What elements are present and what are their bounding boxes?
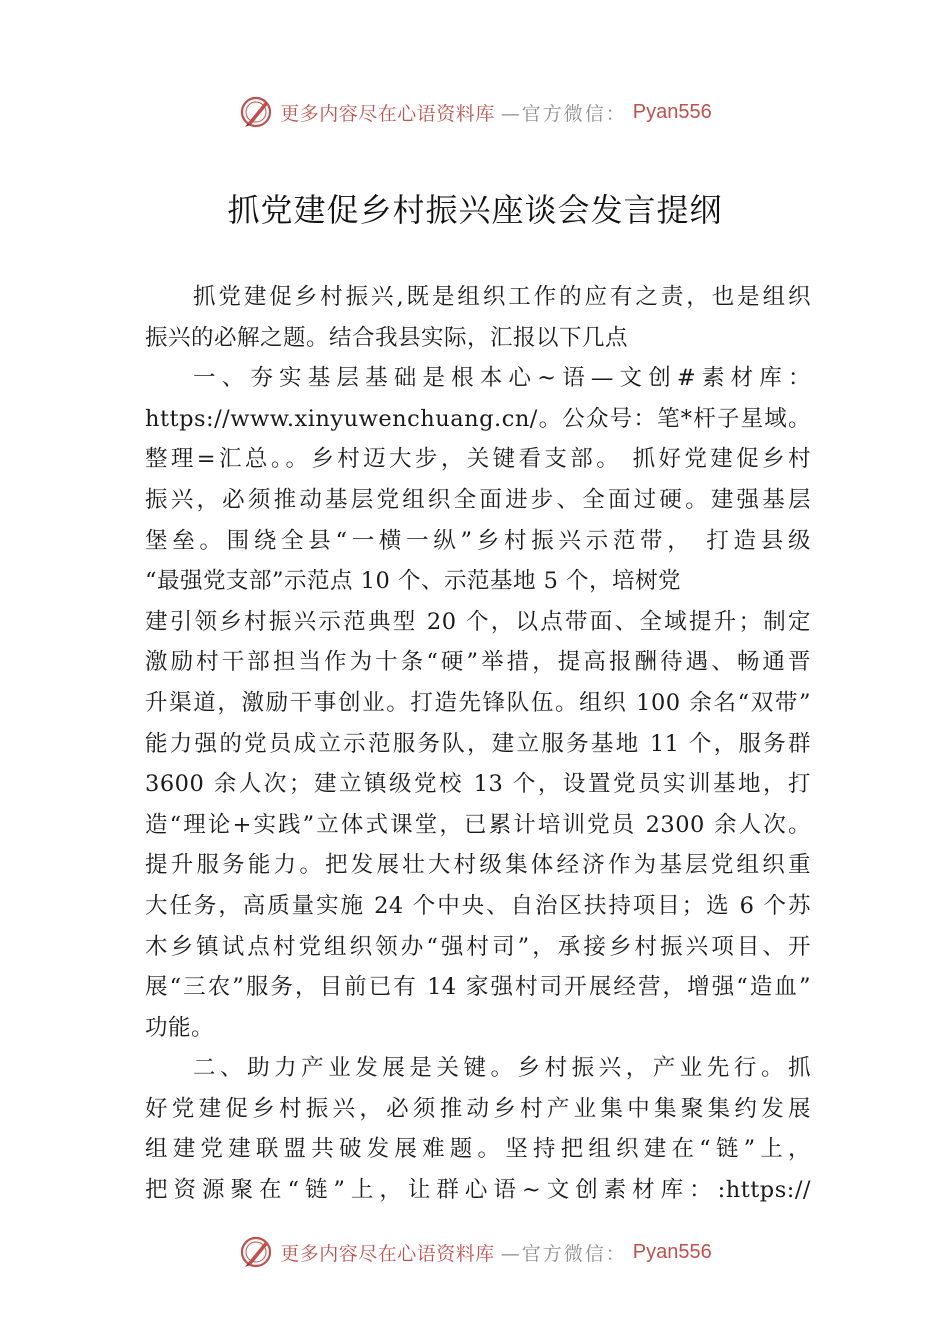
body-line: 整理=汇总。。乡村迈大步，关键看支部。 抓好党建促乡村 — [145, 446, 811, 473]
body-line: 木乡镇试点村党组织领办“强村司”，承接乡村振兴项目、开 — [145, 933, 811, 960]
document-body — [145, 277, 811, 1211]
banner-wechat-label: —官方微信： — [500, 1242, 627, 1265]
body-line: 功能。 — [145, 1014, 215, 1041]
body-line: 提升服务能力。把发展壮大村级集体经济作为基层党组织重 — [145, 852, 811, 879]
banner-site-name: 更多内容尽在心语资料库 — [280, 1242, 495, 1265]
body-line: “最强党支部”示范点 10 个、示范基地 5 个，培树党 — [145, 568, 682, 595]
body-line: 建引领乡村振兴示范典型 20 个，以点带面、全域提升；制定 — [145, 608, 811, 635]
body-line: 大任务，高质量实施 24 个中央、自治区扶持项目；选 6 个苏 — [145, 892, 811, 919]
section-heading: 一、夯实基层基础是根本心~语—文创#素材库： — [193, 365, 811, 392]
body-line: 振兴，必须推动基层党组织全面进步、全面过硬。建强基层 — [145, 486, 811, 513]
body-line: 组建党建联盟共破发展难题。坚持把组织建在“链”上， — [145, 1136, 811, 1163]
body-line: 造“理论+实践”立体式课堂，已累计培训党员 2300 余人次。 — [145, 811, 811, 838]
body-line: 把资源聚在“链”上，让群心语~文创素材库：:https:// — [145, 1177, 811, 1204]
header-banner — [0, 92, 950, 132]
document-title: 抓党建促乡村振兴座谈会发言提纲 — [227, 191, 723, 229]
footer-banner — [0, 1232, 950, 1272]
quill-seal-icon — [238, 94, 274, 130]
body-line: 振兴的必解之题。结合我县实际，汇报以下几点 — [145, 324, 629, 351]
body-line: 抓党建促乡村振兴,既是组织工作的应有之责，也是组织 — [193, 284, 811, 310]
body-line: 升渠道，激励干事创业。打造先锋队伍。组织 100 余名“双带” — [145, 689, 811, 716]
banner-site-name: 更多内容尽在心语资料库 — [280, 102, 495, 125]
body-line: 好党建促乡村振兴，必须推动乡村产业集中集聚集约发展 — [145, 1095, 811, 1122]
body-line: 能力强的党员成立示范服务队，建立服务基地 11 个，服务群 — [145, 730, 811, 757]
banner-wechat-label: —官方微信： — [500, 102, 627, 125]
body-line: 堡垒。围绕全县“一横一纵”乡村振兴示范带， 打造县级 — [145, 527, 811, 554]
section-heading: 二、助力产业发展是关键。乡村振兴，产业先行。抓 — [193, 1055, 811, 1082]
body-line: 激励村干部担当作为十条“硬”举措，提高报酬待遇、畅通晋 — [145, 649, 811, 676]
banner-wechat-id: Pyan556 — [632, 100, 712, 123]
body-line: 展“三农”服务，目前已有 14 家强村司开展经营，增强“造血” — [145, 974, 811, 1001]
body-line: https://www.xinyuwenchuang.cn/。公众号：笔*杆子星域。 — [145, 405, 811, 432]
banner-wechat-id: Pyan556 — [632, 1240, 712, 1263]
quill-seal-icon — [238, 1234, 274, 1270]
body-line: 3600 余人次；建立镇级党校 13 个，设置党员实训基地，打 — [145, 771, 811, 798]
